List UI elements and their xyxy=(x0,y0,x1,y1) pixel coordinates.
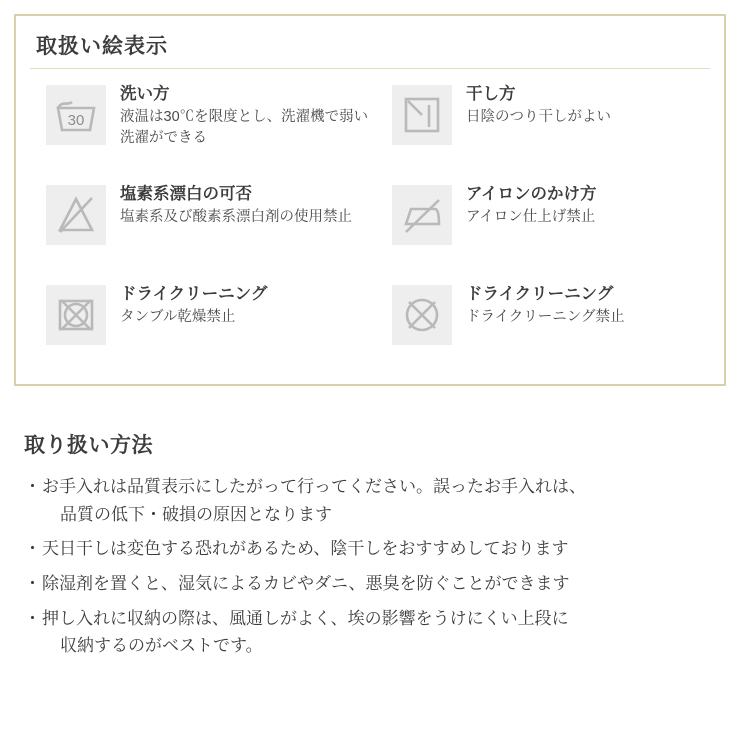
no-bleach-icon xyxy=(46,185,106,245)
care-item-desc: アイロン仕上げ禁止 xyxy=(466,209,596,226)
method-list xyxy=(14,473,726,659)
care-item xyxy=(370,183,716,283)
bullet: ・ xyxy=(24,477,41,497)
care-item-text xyxy=(120,183,352,228)
care-symbol-grid xyxy=(16,69,724,383)
care-panel-title: 取扱い絵表示 xyxy=(30,16,710,69)
no-dry-clean-icon xyxy=(392,285,452,345)
wash-tub-30-icon xyxy=(46,85,106,145)
dry-in-shade-line-icon xyxy=(392,85,452,145)
bullet: ・ xyxy=(24,539,41,559)
method-title: 取り扱い方法 xyxy=(24,434,153,458)
no-tumble-dry-icon xyxy=(46,285,106,345)
method-item-line1: お手入れは品質表示にしたがって行ってください。誤ったお手入れは、 xyxy=(42,477,586,497)
list-item xyxy=(24,570,726,598)
list-item xyxy=(24,473,726,528)
svg-text:30: 30 xyxy=(67,112,85,129)
care-item-desc: 液温は30℃を限度とし、洗濯機で弱い洗濯ができる xyxy=(120,109,369,147)
care-item-label: 洗い方 xyxy=(120,85,170,103)
method-item-line2: 品質の低下・破損の原因となります xyxy=(60,504,332,524)
care-item-desc: 日陰のつり干しがよい xyxy=(466,109,611,126)
care-item-desc: タンブル乾燥禁止 xyxy=(120,309,236,326)
bullet: ・ xyxy=(24,574,41,594)
care-item xyxy=(370,83,716,183)
care-item-text xyxy=(120,283,267,328)
handling-method-section xyxy=(14,412,726,667)
care-item-text xyxy=(466,83,611,128)
care-item-desc: 塩素系及び酸素系漂白剤の使用禁止 xyxy=(120,209,352,226)
care-item-label: ドライクリーニング xyxy=(120,285,268,303)
list-item xyxy=(24,605,726,660)
care-item-label: 塩素系漂白の可否 xyxy=(120,185,252,203)
care-item-label: ドライクリーニング xyxy=(466,285,614,303)
care-item xyxy=(24,83,370,183)
method-item-line2: 収納するのがベストです。 xyxy=(60,636,263,656)
care-item-desc: ドライクリーニング禁止 xyxy=(466,309,625,326)
no-iron-icon xyxy=(392,185,452,245)
care-item-text xyxy=(466,183,597,228)
care-item xyxy=(24,283,370,383)
method-item-line1: 天日干しは変色する恐れがあるため、陰干しをおすすめしております xyxy=(42,539,569,559)
care-item-text xyxy=(120,83,370,149)
list-item xyxy=(24,535,726,563)
method-item-line1: 除湿剤を置くと、湿気によるカビやダニ、悪臭を防ぐことができます xyxy=(42,574,570,594)
care-item-text xyxy=(466,283,624,328)
method-item-line1: 押し入れに収納の際は、風通しがよく、埃の影響をうけにくい上段に xyxy=(42,608,569,628)
care-item-label: 干し方 xyxy=(466,85,516,103)
bullet: ・ xyxy=(24,608,41,628)
care-item xyxy=(370,283,716,383)
care-item-label: アイロンのかけ方 xyxy=(466,185,597,203)
care-symbol-panel xyxy=(14,14,726,386)
care-item xyxy=(24,183,370,283)
